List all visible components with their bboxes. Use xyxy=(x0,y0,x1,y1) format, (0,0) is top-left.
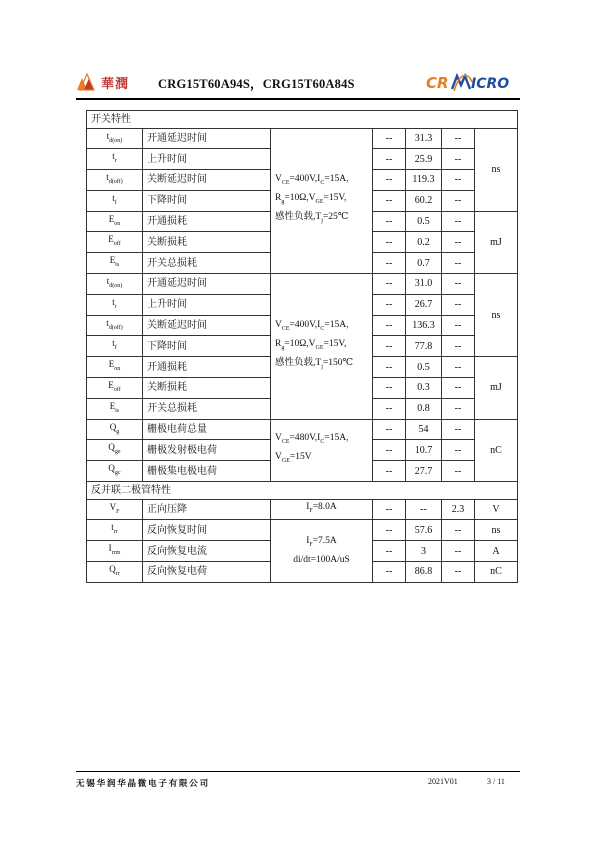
unit-cell: mJ xyxy=(475,211,518,273)
table-row xyxy=(87,520,518,541)
symbol-cell: $t_f$ xyxy=(87,190,143,211)
min-value: -- xyxy=(373,149,406,170)
min-value: -- xyxy=(373,128,406,149)
unit-cell: ns xyxy=(475,520,518,541)
typ-value: 86.8 xyxy=(406,561,442,582)
typ-value: 57.6 xyxy=(406,520,442,541)
table-row xyxy=(87,274,518,295)
min-value: -- xyxy=(373,170,406,191)
section-row xyxy=(87,111,518,129)
parameter-name: 开关总损耗 xyxy=(143,398,271,419)
parameter-name: 反向恢复时间 xyxy=(143,520,271,541)
min-value: -- xyxy=(373,378,406,399)
min-value: -- xyxy=(373,294,406,315)
typ-value: 0.8 xyxy=(406,398,442,419)
max-value: -- xyxy=(442,170,475,191)
unit-cell: ns xyxy=(475,274,518,357)
parameter-name: 下降时间 xyxy=(143,190,271,211)
svg-text:CR: CR xyxy=(426,74,449,92)
parameter-name: 上升时间 xyxy=(143,149,271,170)
typ-value: 26.7 xyxy=(406,294,442,315)
min-value: -- xyxy=(373,315,406,336)
symbol-cell: $I_{rrm}$ xyxy=(87,541,143,562)
max-value: -- xyxy=(442,520,475,541)
parameter-name: 反向恢复电流 xyxy=(143,541,271,562)
parameter-name: 反向恢复电荷 xyxy=(143,561,271,582)
typ-value: 31.0 xyxy=(406,274,442,295)
max-value: -- xyxy=(442,461,475,482)
max-value: -- xyxy=(442,294,475,315)
min-value: -- xyxy=(373,398,406,419)
parameter-name: 关断损耗 xyxy=(143,232,271,253)
typ-value: 0.2 xyxy=(406,232,442,253)
symbol-cell: $Q_{rr}$ xyxy=(87,561,143,582)
table-row xyxy=(87,128,518,149)
max-value: -- xyxy=(442,190,475,211)
test-condition: $I_F=8.0A$ xyxy=(271,499,373,520)
typ-value: 27.7 xyxy=(406,461,442,482)
symbol-cell: $t_{d(on)}$ xyxy=(87,128,143,149)
parameter-name: 栅极集电极电荷 xyxy=(143,461,271,482)
brand-name-cn: 華潤 xyxy=(101,76,130,92)
unit-cell: nC xyxy=(475,561,518,582)
typ-value: 0.3 xyxy=(406,378,442,399)
max-value: 2.3 xyxy=(442,499,475,520)
symbol-cell: $Q_{gc}$ xyxy=(87,461,143,482)
page-header xyxy=(76,66,520,98)
test-condition: $V_{CE}=400V,I_C=15A$, $R_g=10\Omega,V_{GE}=15V$, 感性负载$,T_j=150℃$ xyxy=(271,274,373,420)
symbol-cell: $t_f$ xyxy=(87,336,143,357)
typ-value: 60.2 xyxy=(406,190,442,211)
symbol-cell: $t_r$ xyxy=(87,294,143,315)
section-row xyxy=(87,482,518,500)
min-value: -- xyxy=(373,274,406,295)
test-condition: $I_F=7.5A$ di/dt=100A/uS xyxy=(271,520,373,582)
page-number: 3 / 11 xyxy=(487,777,505,786)
max-value: -- xyxy=(442,336,475,357)
parameter-name: 上升时间 xyxy=(143,294,271,315)
parameter-name: 开通延迟时间 xyxy=(143,274,271,295)
unit-cell: mJ xyxy=(475,357,518,419)
min-value: -- xyxy=(373,419,406,440)
max-value: -- xyxy=(442,378,475,399)
parameter-name: 栅极电荷总量 xyxy=(143,419,271,440)
min-value: -- xyxy=(373,253,406,274)
parameter-name: 栅极发射极电荷 xyxy=(143,440,271,461)
typ-value: 0.5 xyxy=(406,211,442,232)
footer-rule xyxy=(76,771,520,772)
typ-value: 77.8 xyxy=(406,336,442,357)
unit-cell: V xyxy=(475,499,518,520)
max-value: -- xyxy=(442,541,475,562)
unit-cell: nC xyxy=(475,419,518,481)
max-value: -- xyxy=(442,128,475,149)
parameter-name: 开通延迟时间 xyxy=(143,128,271,149)
svg-text:ICRO: ICRO xyxy=(471,76,510,92)
parameter-name: 关断损耗 xyxy=(143,378,271,399)
max-value: -- xyxy=(442,211,475,232)
symbol-cell: $E_{ts}$ xyxy=(87,253,143,274)
unit-cell: A xyxy=(475,541,518,562)
min-value: -- xyxy=(373,440,406,461)
typ-value: 119.3 xyxy=(406,170,442,191)
min-value: -- xyxy=(373,520,406,541)
symbol-cell: $t_{rr}$ xyxy=(87,520,143,541)
unit-cell: ns xyxy=(475,128,518,211)
max-value: -- xyxy=(442,274,475,295)
max-value: -- xyxy=(442,419,475,440)
max-value: -- xyxy=(442,398,475,419)
max-value: -- xyxy=(442,149,475,170)
symbol-cell: $t_r$ xyxy=(87,149,143,170)
symbol-cell: $E_{ts}$ xyxy=(87,398,143,419)
max-value: -- xyxy=(442,440,475,461)
crmicro-logo xyxy=(424,70,520,94)
parameter-name: 关断延迟时间 xyxy=(143,315,271,336)
max-value: -- xyxy=(442,253,475,274)
crc-logo xyxy=(76,70,129,94)
typ-value: 31.3 xyxy=(406,128,442,149)
crc-logo-icon xyxy=(76,72,98,92)
min-value: -- xyxy=(373,541,406,562)
parameter-name: 开关总损耗 xyxy=(143,253,271,274)
symbol-cell: $E_{off}$ xyxy=(87,232,143,253)
min-value: -- xyxy=(373,461,406,482)
symbol-cell: $t_{d(off)}$ xyxy=(87,170,143,191)
symbol-cell: $t_{d(off)}$ xyxy=(87,315,143,336)
typ-value: 25.9 xyxy=(406,149,442,170)
symbol-cell: $Q_{ge}$ xyxy=(87,440,143,461)
max-value: -- xyxy=(442,232,475,253)
min-value: -- xyxy=(373,336,406,357)
table-row xyxy=(87,419,518,440)
symbol-cell: $V_F$ xyxy=(87,499,143,520)
symbol-cell: $t_{d(on)}$ xyxy=(87,274,143,295)
min-value: -- xyxy=(373,232,406,253)
max-value: -- xyxy=(442,561,475,582)
max-value: -- xyxy=(442,315,475,336)
parameter-name: 下降时间 xyxy=(143,336,271,357)
min-value: -- xyxy=(373,561,406,582)
symbol-cell: $Q_g$ xyxy=(87,419,143,440)
header-rule xyxy=(76,98,520,100)
document-version: 2021V01 xyxy=(428,777,458,786)
typ-value: 3 xyxy=(406,541,442,562)
table-row xyxy=(87,499,518,520)
parameter-name: 开通损耗 xyxy=(143,211,271,232)
max-value: -- xyxy=(442,357,475,378)
typ-value: 10.7 xyxy=(406,440,442,461)
min-value: -- xyxy=(373,499,406,520)
parameter-name: 正向压降 xyxy=(143,499,271,520)
symbol-cell: $E_{on}$ xyxy=(87,357,143,378)
min-value: -- xyxy=(373,211,406,232)
parameter-name: 开通损耗 xyxy=(143,357,271,378)
typ-value: 0.7 xyxy=(406,253,442,274)
typ-value: -- xyxy=(406,499,442,520)
typ-value: 0.5 xyxy=(406,357,442,378)
section-title-switching: 开关特性 xyxy=(87,111,518,129)
typ-value: 136.3 xyxy=(406,315,442,336)
typ-value: 54 xyxy=(406,419,442,440)
min-value: -- xyxy=(373,190,406,211)
min-value: -- xyxy=(373,357,406,378)
parameter-name: 关断延迟时间 xyxy=(143,170,271,191)
company-name: 无锡华润华晶微电子有限公司 xyxy=(76,779,210,789)
switching-characteristics-table xyxy=(86,110,518,583)
test-condition: $V_{CE}=400V,I_C=15A$, $R_g=10\Omega,V_{GE}=15V$, 感性负载$,T_j=25℃$ xyxy=(271,128,373,274)
section-title-diode: 反并联二极管特性 xyxy=(87,482,518,500)
symbol-cell: $E_{off}$ xyxy=(87,378,143,399)
symbol-cell: $E_{on}$ xyxy=(87,211,143,232)
document-title: CRG15T60A94S，CRG15T60A84S xyxy=(158,77,355,91)
test-condition: $V_{CE}=480V,I_C=15A$, $V_{GE}=15V$ xyxy=(271,419,373,481)
